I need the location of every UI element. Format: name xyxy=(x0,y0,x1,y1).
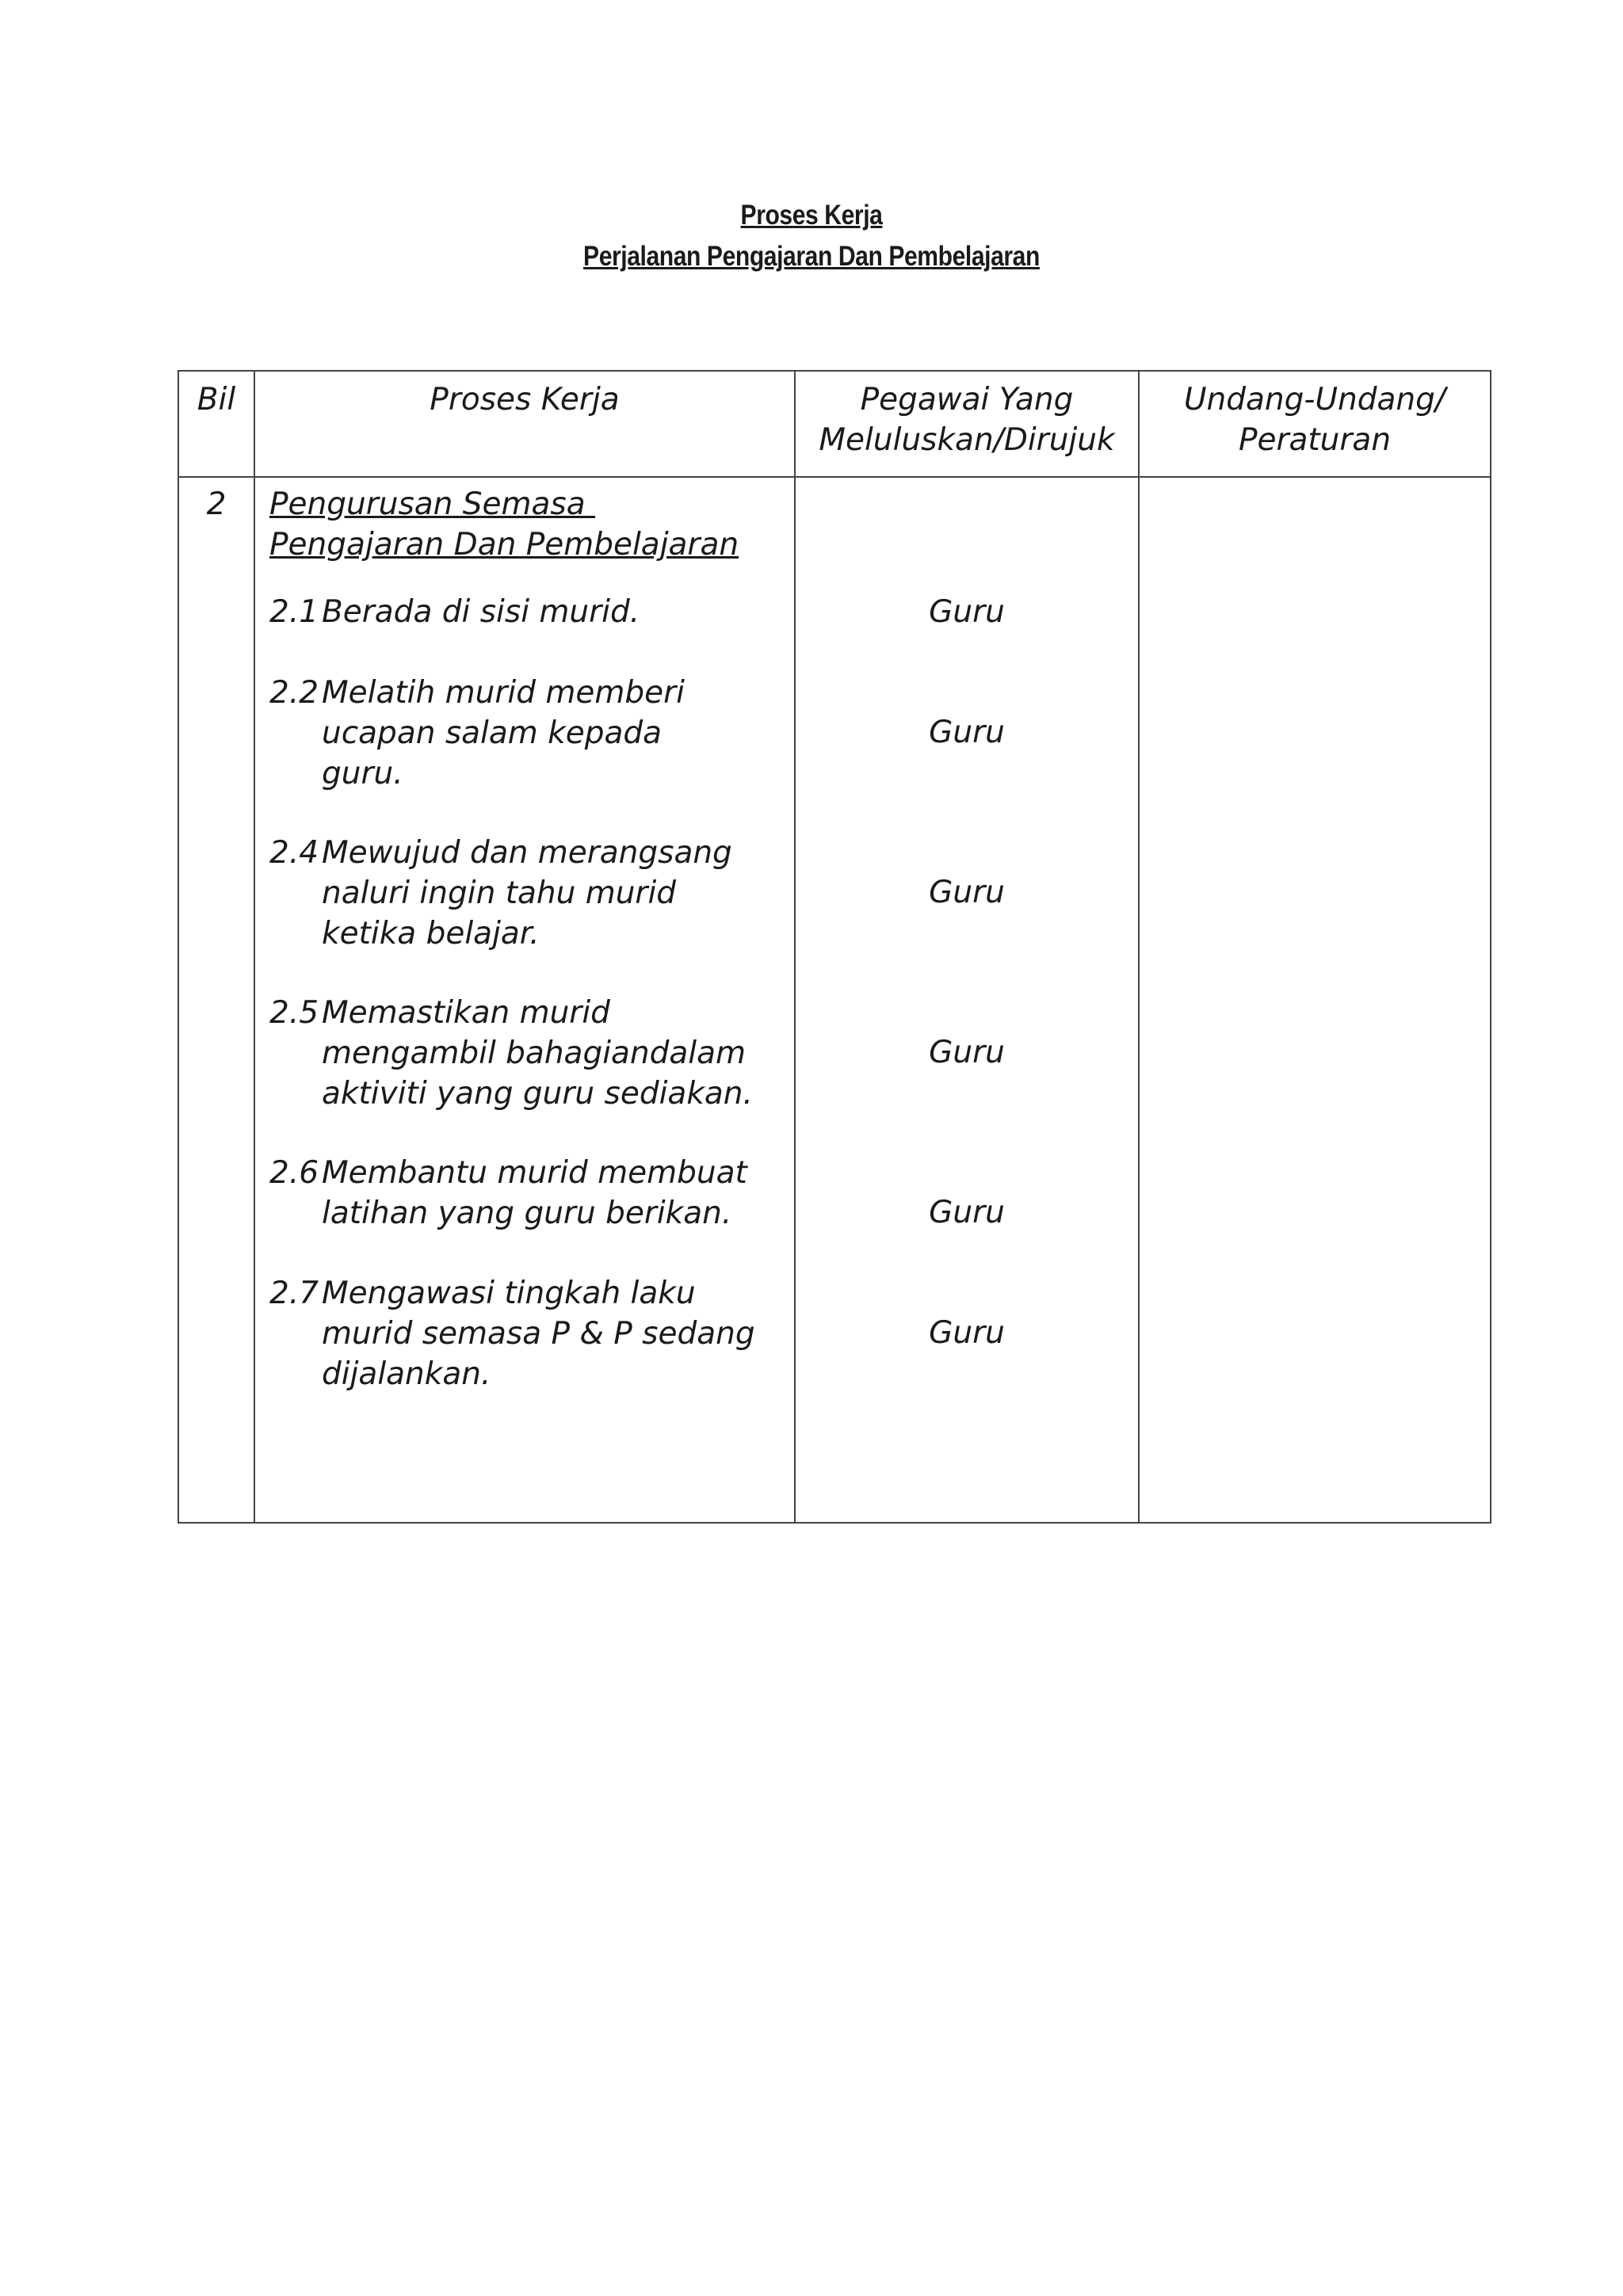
item-number: 2.6 xyxy=(269,1155,319,1191)
table-row xyxy=(178,477,1491,1523)
item-text: Mewujud dan merangsang naluri ingin tahu murid ketika belajar. xyxy=(322,835,732,952)
officer-value: Guru xyxy=(929,1035,1005,1070)
header-bil: Bil xyxy=(178,371,254,477)
header-pegawai-line-2: Meluluskan/Dirujuk xyxy=(819,422,1115,458)
section-title xyxy=(269,484,739,565)
officer-value: Guru xyxy=(929,875,1005,910)
section-title-line-1: Pengurusan Semasa xyxy=(269,486,596,522)
officer-value: Guru xyxy=(929,1315,1005,1351)
officer-cell xyxy=(795,477,1139,1523)
process-table xyxy=(178,370,1491,1524)
document-header xyxy=(0,195,1623,277)
officer-value: Guru xyxy=(929,1195,1005,1230)
item-text: Membantu murid membuat latihan yang guru berikan. xyxy=(322,1155,747,1231)
document-title: Proses Kerja xyxy=(740,200,883,231)
header-undang-line-1: Undang-Undang/ xyxy=(1184,382,1445,418)
item-text: Memastikan murid mengambil bahagiandalam aktiviti yang guru sediakan. xyxy=(322,995,753,1112)
document-subtitle: Perjalanan Pengajaran Dan Pembelajaran xyxy=(583,241,1040,272)
bil-cell xyxy=(178,477,254,1523)
header-undang-line-2: Peraturan xyxy=(1238,422,1392,458)
item-number: 2.7 xyxy=(269,1276,319,1311)
header-proses-kerja: Proses Kerja xyxy=(254,371,795,477)
regulation-cell xyxy=(1139,477,1491,1523)
item-text: Berada di sisi murid. xyxy=(322,594,640,630)
officer-value: Guru xyxy=(929,715,1005,750)
process-item xyxy=(269,993,792,1114)
process-item xyxy=(269,833,792,954)
process-item xyxy=(269,592,792,632)
process-item xyxy=(269,673,792,794)
item-number: 2.1 xyxy=(269,594,319,630)
header-pegawai xyxy=(795,371,1139,477)
process-item xyxy=(269,1153,792,1234)
item-number: 2.5 xyxy=(269,995,319,1031)
table-header-row xyxy=(178,371,1491,477)
process-item xyxy=(269,1273,792,1394)
header-pegawai-line-1: Pegawai Yang xyxy=(860,382,1074,418)
officer-value: Guru xyxy=(929,594,1005,630)
item-number: 2.4 xyxy=(269,835,319,871)
process-cell xyxy=(254,477,795,1523)
item-text: Melatih murid memberi ucapan salam kepada guru. xyxy=(322,675,685,791)
bil-value: 2 xyxy=(206,486,227,522)
item-text: Mengawasi tingkah laku murid semasa P & P sedang dijalankan. xyxy=(322,1276,755,1392)
header-undang-undang xyxy=(1139,371,1491,477)
section-title-line-2: Pengajaran Dan Pembelajaran xyxy=(269,527,739,563)
item-number: 2.2 xyxy=(269,675,319,711)
